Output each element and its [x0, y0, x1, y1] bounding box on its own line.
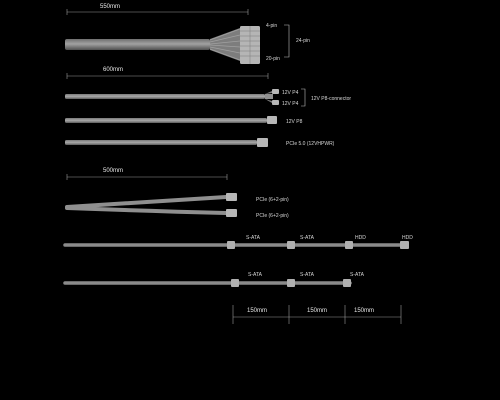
label-4pin: 4-pin	[266, 23, 278, 29]
label-hdd-a2: HDD	[402, 235, 413, 241]
label-pcie5: PCIe 5.0 (12VHPWR)	[286, 141, 335, 147]
label-sata-a2: S-ATA	[300, 235, 314, 241]
cpu-p4-connector-a	[272, 89, 279, 94]
cpu-p8-cable	[65, 116, 303, 125]
sata-connector-b2	[287, 279, 295, 287]
label-hdd-a1: HDD	[355, 235, 366, 241]
label-20pin: 20-pin	[266, 56, 280, 62]
sata-cable	[65, 272, 365, 287]
atx-24pin-cable	[65, 23, 310, 64]
measurement-550mm: 550mm	[100, 4, 121, 10]
pcie-62-cable-a	[67, 193, 289, 207]
hdd-connector-a1	[345, 241, 353, 249]
sata-connector-a2	[287, 241, 295, 249]
sata-connector-b1	[231, 279, 239, 287]
pcie-62-cable-b	[67, 208, 289, 219]
sata-connector-b3	[343, 279, 351, 287]
label-cpu-p4-b: 12V P4	[282, 101, 299, 107]
measurement-segment-2: 150mm	[307, 308, 328, 314]
cpu-p4-cable	[65, 89, 351, 107]
pcie5-connector	[257, 138, 268, 147]
pcie-62-connector-b	[226, 209, 237, 217]
measurement-segment-1: 150mm	[247, 308, 268, 314]
dimension-600mm	[67, 67, 268, 79]
pcie5-cable	[65, 138, 335, 147]
sata-connector-a1	[227, 241, 235, 249]
label-cpu-p8: 12V P8	[286, 119, 303, 125]
label-sata-b1: S-ATA	[248, 272, 262, 278]
label-pcie-b: PCIe (6+2-pin)	[256, 213, 289, 219]
cpu-p8-connector	[267, 116, 277, 124]
label-sata-b2: S-ATA	[300, 272, 314, 278]
hdd-connector-a2	[400, 241, 409, 249]
label-sata-b3: S-ATA	[350, 272, 364, 278]
measurement-segment-3: 150mm	[354, 308, 375, 314]
dimension-550mm	[67, 4, 248, 15]
measurement-500mm: 500mm	[103, 168, 124, 174]
dimension-500mm	[67, 168, 227, 180]
cpu-p4-connector-b	[272, 100, 279, 105]
label-cpu-p4-a: 12V P4	[282, 90, 299, 96]
label-cpu-p8-connector: 12V P8-connector	[311, 96, 352, 102]
sata-hdd-cable	[65, 235, 413, 249]
label-sata-a1: S-ATA	[246, 235, 260, 241]
label-pcie-a: PCIe (6+2-pin)	[256, 197, 289, 203]
pcie-62-connector-a	[226, 193, 237, 201]
dimension-segments	[233, 305, 401, 324]
measurement-600mm: 600mm	[103, 67, 124, 73]
label-24pin: 24-pin	[296, 38, 310, 44]
